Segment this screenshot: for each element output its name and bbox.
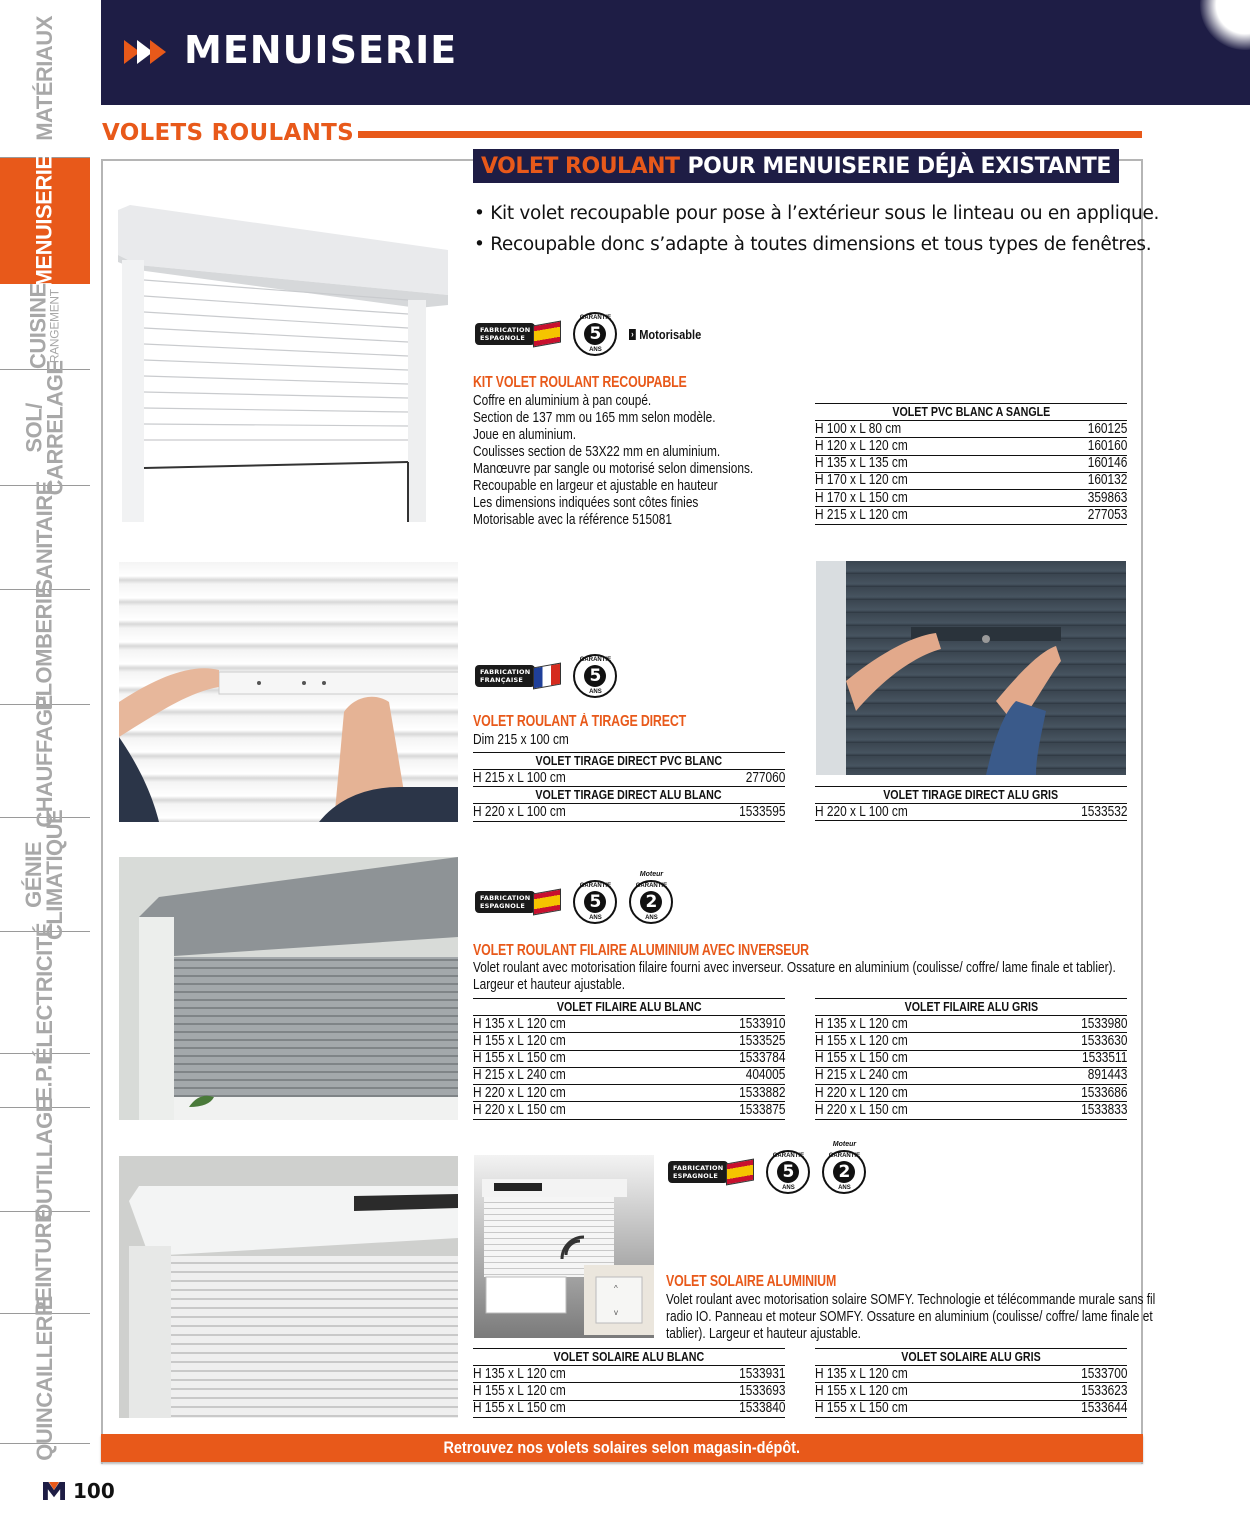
table-row: H 215 x L 240 cm 891443 — [815, 1067, 1127, 1084]
france-flag-icon — [533, 663, 561, 690]
tab-sublabel: RANGEMENT — [47, 289, 62, 364]
intro-heading-rest: POUR MENUISERIE DÉJÀ EXISTANTE — [687, 153, 1111, 179]
badges-solaire — [668, 1141, 866, 1194]
tab-label: PEINTURE — [31, 1208, 57, 1317]
fabrication-espagnole-badge: FABRICATION ESPAGNOLE — [475, 891, 561, 913]
product-photo-tirage-direct-gris — [816, 561, 1126, 775]
product-title: KIT VOLET ROULANT RECOUPABLE — [473, 374, 687, 391]
table-solaire-alu-gris — [815, 1348, 1127, 1418]
table-row: H 155 x L 150 cm 1533644 — [815, 1400, 1127, 1417]
tab-label: MENUISERIE — [31, 155, 57, 287]
table-row: H 155 x L 120 cm 1533693 — [473, 1382, 785, 1399]
table-row: H 155 x L 150 cm 1533511 — [815, 1050, 1127, 1067]
bullet-item: • Recoupable donc s’adapte à toutes dimensions et tous types de fenêtres. — [474, 234, 1152, 255]
sidebar-tab-materiaux[interactable] — [0, 0, 90, 158]
svg-text:^: ^ — [614, 1284, 618, 1293]
table-row: H 170 x L 120 cm 160132 — [815, 472, 1127, 489]
table-row: H 220 x L 120 cm 1533686 — [815, 1084, 1127, 1101]
badges-filaire — [475, 871, 673, 924]
tab-label: SOL/ — [21, 402, 47, 453]
intro-heading-accent: VOLET ROULANT — [481, 153, 680, 179]
chevron-right-icon: › — [629, 329, 636, 340]
tab-sublabel: CARRELAGE — [42, 360, 67, 495]
page-number — [43, 1479, 115, 1503]
garantie-5-ans-badge: GARANTIE 5 ANS — [573, 654, 617, 698]
table-solaire-alu-blanc — [473, 1348, 785, 1418]
sidebar-tab-genie-climatique[interactable] — [0, 809, 90, 940]
triple-arrow-icon — [124, 40, 163, 64]
table-row: H 220 x L 100 cm 1533595 — [473, 803, 785, 820]
fabrication-espagnole-badge: FABRICATION ESPAGNOLE — [668, 1161, 754, 1183]
table-row: H 120 x L 120 cm 160160 — [815, 437, 1127, 454]
table-row: H 155 x L 150 cm 1533784 — [473, 1050, 785, 1067]
svg-text:v: v — [614, 1308, 618, 1317]
table-row: H 220 x L 150 cm 1533833 — [815, 1101, 1127, 1118]
sidebar-tab-chauffage[interactable] — [0, 694, 90, 828]
garantie-5-ans-badge: GARANTIE 5 ANS — [573, 312, 617, 356]
table-row: H 135 x L 120 cm 1533931 — [473, 1365, 785, 1382]
garantie-moteur-2-ans-badge: Moteur GARANTIE 2 ANS — [629, 880, 673, 924]
table-header: VOLET SOLAIRE ALU GRIS — [815, 1348, 1127, 1366]
table-row: H 170 x L 150 cm 359863 — [815, 489, 1127, 506]
category-sidebar — [0, 0, 90, 1461]
table-volet-pvc-blanc-sangle — [815, 403, 1127, 525]
section-title: VOLETS ROULANTS — [102, 120, 354, 146]
table-header: VOLET FILAIRE ALU BLANC — [473, 998, 785, 1016]
sidebar-tab-cuisine[interactable] — [0, 284, 90, 370]
table-row: H 100 x L 80 cm 160125 — [815, 420, 1127, 437]
badges-tirage-direct — [475, 654, 617, 698]
tab-label: OUTILLAGE — [31, 1098, 57, 1221]
tab-label: SANITAIRE — [31, 481, 57, 594]
table-header: VOLET PVC BLANC A SANGLE — [815, 403, 1127, 421]
fabrication-espagnole-badge: FABRICATION ESPAGNOLE — [475, 323, 561, 345]
spain-flag-icon — [726, 1159, 754, 1186]
sidebar-tab-sanitaire[interactable] — [0, 481, 90, 594]
sidebar-tab-quincaillerie[interactable] — [0, 1296, 90, 1461]
table-header: VOLET TIRAGE DIRECT ALU GRIS — [815, 786, 1127, 804]
footer-banner — [101, 1434, 1143, 1462]
table-row: H 215 x L 120 cm 277053 — [815, 506, 1127, 523]
garantie-5-ans-badge: GARANTIE 5 ANS — [573, 880, 617, 924]
product-description: Dim 215 x 100 cm — [473, 732, 569, 748]
product-description: Volet roulant avec motorisation filaire fourni avec inverseur. Ossature en aluminium (coulisse/ coffre/ lame finale et tablier). Largeur et hauteur ajustable. — [473, 960, 1116, 993]
product-photo-solaire-kit — [474, 1155, 654, 1338]
bullet-item: • Kit volet recoupable pour pose à l’extérieur sous le linteau ou en applique. — [474, 203, 1160, 224]
sidebar-tab-plomberie[interactable] — [0, 583, 90, 711]
product-title: VOLET SOLAIRE ALUMINIUM — [666, 1273, 837, 1290]
tab-label: QUINCAILLERIE — [31, 1296, 57, 1461]
spain-flag-icon — [533, 889, 561, 916]
table-header: VOLET FILAIRE ALU GRIS — [815, 998, 1127, 1016]
intro-heading — [473, 149, 1119, 183]
tab-label: E.P.I — [31, 1059, 57, 1102]
badges-kit-volet — [475, 312, 714, 356]
table-header: VOLET SOLAIRE ALU BLANC — [473, 1348, 785, 1366]
table-header: VOLET TIRAGE DIRECT ALU BLANC — [473, 787, 785, 804]
garantie-moteur-2-ans-badge: Moteur GARANTIE 2 ANS — [822, 1150, 866, 1194]
section-divider — [358, 131, 1142, 138]
tab-label: CHAUFFAGE — [31, 694, 57, 828]
brand-logo-icon — [43, 1482, 65, 1500]
table-row: H 135 x L 120 cm 1533700 — [815, 1365, 1127, 1382]
garantie-5-ans-badge: GARANTIE 5 ANS — [766, 1150, 810, 1194]
product-photo-filaire — [119, 857, 458, 1120]
table-tirage-direct-gris — [815, 786, 1127, 821]
table-header: VOLET TIRAGE DIRECT PVC BLANC — [473, 752, 785, 770]
table-row: H 135 x L 120 cm 1533980 — [815, 1015, 1127, 1032]
table-tirage-direct-blanc — [473, 752, 785, 822]
tab-sublabel: CLIMATIQUE — [42, 809, 67, 940]
product-title: VOLET ROULANT FILAIRE ALUMINIUM AVEC INVERSEUR — [473, 942, 809, 959]
sidebar-tab-menuiserie[interactable] — [0, 155, 90, 287]
intro-bullets — [474, 198, 1159, 260]
table-row: H 155 x L 120 cm 1533623 — [815, 1382, 1127, 1399]
product-description: Coffre en aluminium à pan coupé. Section de 137 mm ou 165 mm selon modèle. Joue en aluminium. Coulisses section de 53X22 mm en aluminium. Manœuvre par sangle ou motorisé selon dimensions. Recoupable en largeur et ajustable en hauteur Les dimensions indiquées sont côtes finies Motorisable avec la référence 515081 — [473, 393, 754, 528]
spain-flag-icon — [533, 321, 561, 348]
tab-label: GÉNIE — [21, 841, 47, 908]
sidebar-tab-electricite[interactable] — [0, 923, 90, 1062]
table-row: H 220 x L 120 cm 1533882 — [473, 1084, 785, 1101]
table-row: H 155 x L 150 cm 1533840 — [473, 1400, 785, 1417]
motorisable-label: › Motorisable — [629, 327, 701, 342]
tab-label: PLOMBERIE — [31, 583, 57, 711]
product-description: Volet roulant avec motorisation solaire SOMFY. Technologie et télécommande murale sans fil radio IO. Panneau et moteur SOMFY. Ossature en aluminium (coulisse/ coffre/ lame finale et tablier). Largeur et hauteur ajustable. — [666, 1292, 1156, 1342]
sidebar-tab-outillage[interactable] — [0, 1098, 90, 1221]
decorative-glow — [1200, 0, 1250, 50]
table-row: H 215 x L 240 cm 404005 — [473, 1067, 785, 1084]
table-row: H 135 x L 135 cm 160146 — [815, 455, 1127, 472]
table-row: H 155 x L 120 cm 1533630 — [815, 1032, 1127, 1049]
product-photo-tirage-direct-blanc — [119, 562, 458, 822]
table-filaire-alu-blanc — [473, 998, 785, 1120]
product-photo-solaire — [119, 1156, 458, 1418]
sidebar-tab-sol-carrelage[interactable] — [0, 360, 90, 495]
tab-label: ÉLECTRICITÉ — [31, 923, 57, 1062]
page-number-value: 100 — [73, 1479, 115, 1503]
table-row: H 220 x L 100 cm 1533532 — [815, 803, 1127, 820]
product-title: VOLET ROULANT À TIRAGE DIRECT — [473, 713, 687, 730]
tab-label: CUISINE — [25, 283, 51, 370]
product-photo-kit-volet — [118, 200, 458, 522]
tab-label: MATÉRIAUX — [31, 16, 57, 141]
fabrication-francaise-badge: FABRICATION FRANÇAISE — [475, 665, 561, 687]
table-row: H 135 x L 120 cm 1533910 — [473, 1015, 785, 1032]
table-row: H 220 x L 150 cm 1533875 — [473, 1101, 785, 1118]
table-filaire-alu-gris — [815, 998, 1127, 1120]
table-row: H 155 x L 120 cm 1533525 — [473, 1032, 785, 1049]
page-title: MENUISERIE — [184, 28, 458, 72]
footer-banner-text: Retrouvez nos volets solaires selon magasin-dépôt. — [443, 1438, 801, 1457]
table-row: H 215 x L 100 cm 277060 — [473, 769, 785, 786]
